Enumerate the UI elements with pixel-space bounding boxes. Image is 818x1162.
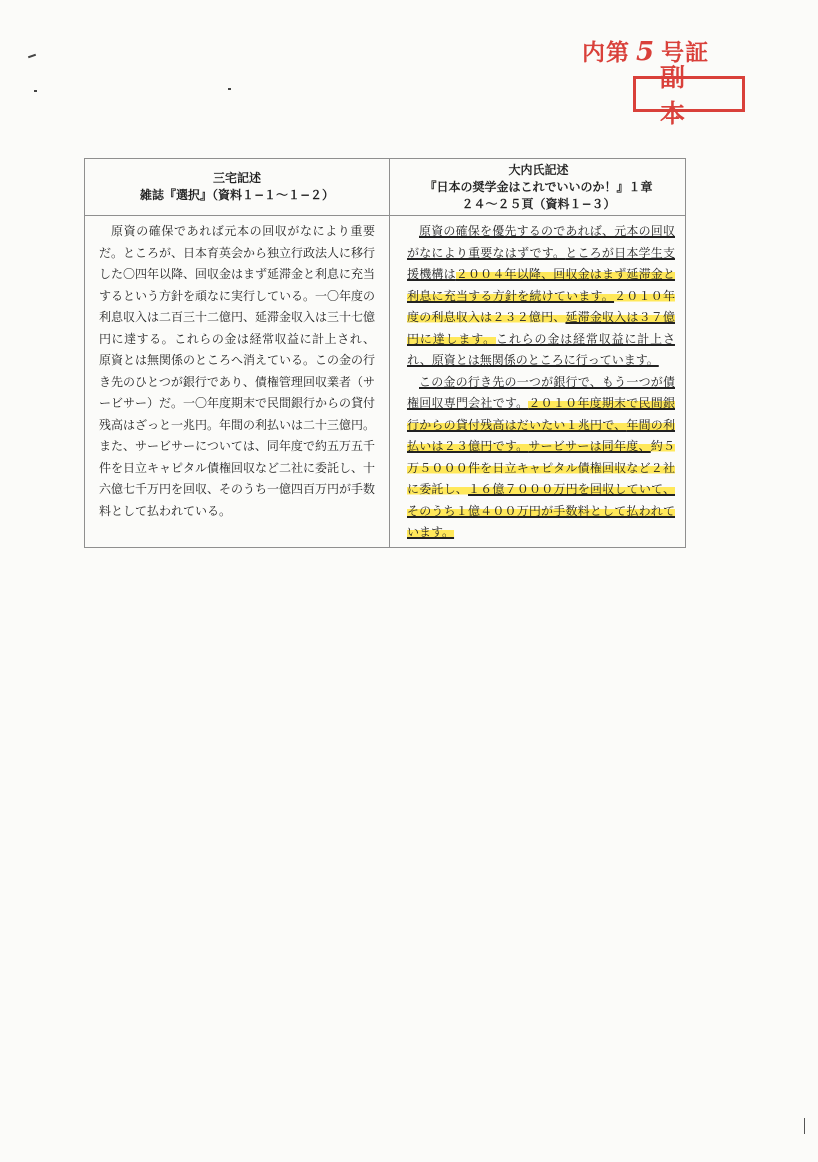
left-body-paragraph: 原資の確保であれば元本の回収がなにより重要だ。ところが、日本育英会から独立行政法人に移行した〇四年以降、回収金はまず延滞金と利息に充当するという方針を頑なに実行している。一〇年度の利息収入は二百三十二億円、延滞金収入は三十七億円に達する。これらの金は経常収益に計上され、原資とは無関係のところへ消えている。この金の行き先のひとつが銀行であり、債権管理回収業者（サービサー）だ。一〇年度期末で民間銀行からの貸付残高はざっと一兆円。年間の利払いは二十三億円。また、サービサーについては、同年度で約五万五千件を日立キャピタル債権回収など二社に委託し、十六億七千万円を回収、そのうち一億四百万円が手数料として払われている。: [99, 224, 376, 518]
highlighted-sentence: 年間の利払いは２３億円です。: [407, 417, 675, 453]
right-body-paragraph-2: [407, 372, 675, 544]
highlighted-sentence: ２０１０年度期末で民間銀行からの貸付残高はだいたい１兆円で、: [407, 396, 675, 432]
sentence: 原資の確保を優先するのであれば、元本の回収がなにより重要なはずです。: [407, 224, 675, 260]
scan-speck: [28, 54, 36, 59]
header-divider: [85, 215, 685, 216]
exhibit-prefix: 内第: [582, 39, 630, 66]
scan-speck: [228, 88, 231, 90]
highlighted-sentence: 約５万５０００件を日立キャピタル債権回収など２社に委託し、: [407, 439, 675, 496]
highlighted-sentence: ２００４年以降、回収金はまず延滞金と利息に充当する方針を続けています。: [407, 267, 675, 303]
right-column-body: [407, 221, 675, 544]
highlighted-sentence: １６億７０００万円を回収していて、: [468, 482, 675, 496]
highlighted-sentence: そのうち１億４００万円が手数料として払われています。: [407, 503, 675, 539]
exhibit-number: 5: [636, 37, 656, 67]
left-header-source: 雑誌『選択』（資料１−１〜１−２）: [139, 188, 335, 202]
left-column-header: [85, 159, 389, 215]
comparison-table: [84, 158, 686, 548]
right-header-pages: ２４〜２５頁（資料１−３）: [461, 196, 616, 211]
sentence: この金の行き先の一つが銀行で、もう一つが債権回収専門会社です。: [407, 374, 675, 410]
highlighted-sentence: 延滞金収入は３７億円に達します。: [407, 310, 675, 346]
right-header-source: 『日本の奨学金はこれでいいのか！』１章: [424, 179, 653, 194]
exhibit-suffix: 号証: [661, 39, 710, 66]
right-column-header: [390, 159, 687, 215]
left-header-author: 三宅記述: [212, 171, 261, 185]
highlighted-sentence: サービサーは同年度、: [528, 439, 651, 453]
column-divider: [389, 159, 390, 547]
right-header-author: 大内氏記述: [508, 162, 569, 177]
copy-stamp: 副本: [633, 76, 745, 112]
scan-speck: [34, 90, 37, 92]
highlighted-sentence: ２０１０年度の利息収入は２３２億円、: [407, 288, 675, 324]
right-body-paragraph-1: [407, 221, 675, 372]
sentence: ところが日本学生支援機構は: [407, 245, 675, 281]
scan-edge-mark: [804, 1118, 805, 1134]
left-column-body: [99, 221, 375, 522]
sentence: これらの金は経常収益に計上され、原資とは無関係のところに行っています。: [407, 331, 675, 367]
